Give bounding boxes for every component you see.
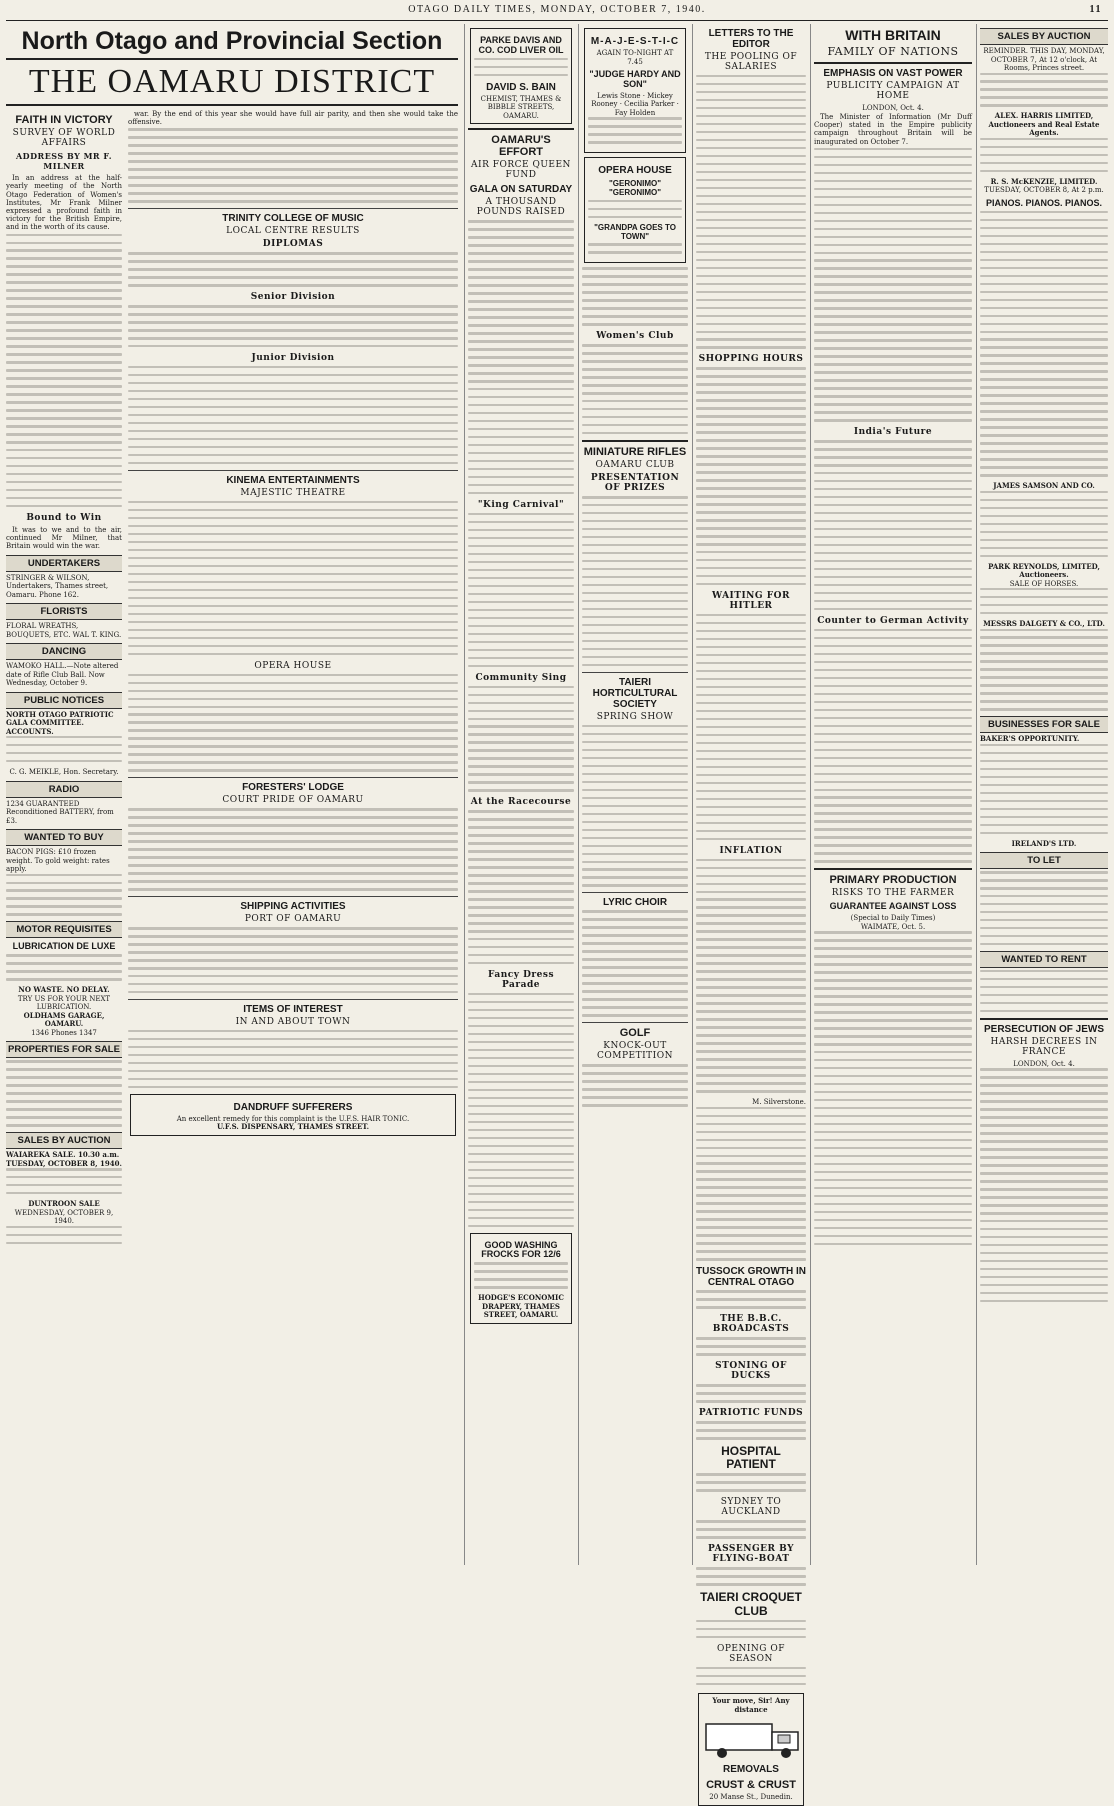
publicity-subhead: PUBLICITY CAMPAIGN AT HOME xyxy=(826,81,960,102)
reminder-notice: REMINDER. THIS DAY, MONDAY, OCTOBER 7, At 12 o'clock, At Rooms, Princes street. xyxy=(983,47,1105,72)
lubrication-try: TRY US FOR YOUR NEXT LUBRICATION. xyxy=(17,994,111,1012)
trinity-headline: TRINITY COLLEGE OF MUSIC xyxy=(222,213,364,225)
emphasis-headline: EMPHASIS ON VAST POWER xyxy=(823,68,963,80)
crust-address: 20 Manse St., Dunedin. xyxy=(709,1793,793,1802)
court-subhead: COURT PRIDE OF OAMARU xyxy=(222,795,364,806)
hardy-stars: Lewis Stone · Mickey Rooney · Cecilia Parker · Fay Holden xyxy=(591,91,679,117)
pooling-subhead: THE POOLING OF SALARIES xyxy=(704,52,798,72)
removals-ad xyxy=(698,1693,804,1806)
horses-title: SALE OF HORSES. xyxy=(1009,579,1079,588)
undertakers-heading: UNDERTAKERS xyxy=(6,555,122,572)
golf-headline: GOLF xyxy=(619,1027,651,1040)
public-heading: PUBLIC NOTICES xyxy=(6,692,122,709)
opera-ad xyxy=(584,157,686,263)
junior-subhead: Junior Division xyxy=(251,353,335,364)
masthead xyxy=(0,4,1114,18)
effort-headline: OAMARU'S EFFORT xyxy=(491,134,551,159)
parke-title: PARKE DAVIS AND CO. COD LIVER OIL xyxy=(478,35,564,55)
duntroon-date: WEDNESDAY, OCTOBER 9, 1940. xyxy=(14,1208,114,1226)
waiting-subhead: WAITING FOR HITLER xyxy=(712,591,790,612)
dandruff-sig: U.F.S. DISPENSARY, THAMES STREET. xyxy=(216,1122,370,1132)
risks-subhead: RISKS TO THE FARMER xyxy=(831,888,955,899)
article-text xyxy=(6,234,122,508)
page-number: 11 xyxy=(1089,4,1102,15)
hodge-ad xyxy=(470,1233,572,1324)
majestic-title: M-A-J-E-S-T-I-C xyxy=(590,36,680,47)
with-britain-headline: WITH BRITAIN xyxy=(845,27,941,43)
waiareka-sale: WAIAREKA SALE. 10.30 a.m. TUESDAY, OCTOBER 8, 1940. xyxy=(6,1150,122,1168)
dandruff-ad xyxy=(130,1094,456,1136)
column-rule xyxy=(464,24,465,1565)
district-title: THE OAMARU DISTRICT xyxy=(28,63,436,101)
article-text xyxy=(814,440,972,610)
move-slogan: Your move, Sir! Any distance xyxy=(712,1696,790,1714)
kinema-headline: KINEMA ENTERTAINMENTS xyxy=(226,474,360,486)
hardy-title: "JUDGE HARDY AND SON" xyxy=(589,69,681,89)
primary-headline: PRIMARY PRODUCTION xyxy=(829,874,957,887)
article-text xyxy=(814,931,972,1245)
irelands-name: IRELAND'S LTD. xyxy=(1011,838,1077,848)
dandruff-title: DANDRUFF SUFFERERS xyxy=(233,1101,353,1113)
croquet-headline: TAIERI CROQUET CLUB xyxy=(700,1590,802,1618)
faith-lead: In an address at the half-yearly meeting of the North Otago Federation of Women's Institutes, Mr Frank Milner expressed a profound faith in victory for the British Empire, and in the worth of its cause. xyxy=(6,174,122,232)
column-8 xyxy=(980,24,1108,1565)
section-title: North Otago and Provincial Section xyxy=(21,27,443,55)
season-subhead: OPENING OF SEASON xyxy=(717,1643,785,1664)
wanted-ad: BACON PIGS: £10 frozen weight. To gold weight: rates apply. xyxy=(6,848,110,874)
garage-phones: 1346 Phones 1347 xyxy=(31,1028,97,1037)
motor-heading: MOTOR REQUISITES xyxy=(6,921,122,938)
column-1 xyxy=(6,110,122,1565)
shopping-subhead: SHOPPING HOURS xyxy=(698,354,804,365)
lyric-headline: LYRIC CHOIR xyxy=(602,897,668,909)
sydney-subhead: SYDNEY TO AUCKLAND xyxy=(720,1497,782,1518)
senior-subhead: Senior Division xyxy=(250,292,336,303)
persecution-headline: PERSECUTION OF JEWS xyxy=(983,1023,1104,1035)
florists-heading: FLORISTS xyxy=(6,603,122,620)
mckenzie-name: R. S. McKENZIE, LIMITED. xyxy=(990,176,1098,186)
majestic-time: AGAIN TO-NIGHT AT 7.45 xyxy=(596,49,674,66)
rifles-headline: MINIATURE RIFLES xyxy=(583,446,687,459)
about-subhead: IN AND ABOUT TOWN xyxy=(235,1017,351,1028)
wanted-heading: WANTED TO BUY xyxy=(6,829,122,846)
column-rule xyxy=(692,24,693,1565)
britain-lead: The Minister of Information (Mr Duff Cooper) stated in the Empire publicity campaign throughout Britain will be inaugurated on October 7. xyxy=(814,112,972,146)
raised-subhead: A THOUSAND POUNDS RAISED xyxy=(476,197,566,218)
truck-icon xyxy=(702,1716,812,1760)
oamaru-subhead: OAMARU CLUB xyxy=(595,460,675,471)
flying-subhead: PASSENGER BY FLYING-BOAT xyxy=(707,1544,794,1565)
letters-headline: LETTERS TO THE EDITOR xyxy=(708,28,794,50)
fancy-subhead: Fancy Dress Parade xyxy=(487,970,555,991)
undertakers-ad: STRINGER & WILSON, Undertakers, Thames street, Oamaru. Phone 162. xyxy=(6,573,109,599)
park-name: PARK REYNOLDS, LIMITED, Auctioneers. xyxy=(988,561,1100,580)
removals-title: REMOVALS xyxy=(723,1764,779,1776)
taieri-headline: TAIERI HORTICULTURAL SOCIETY xyxy=(592,676,678,710)
column-3 xyxy=(468,24,574,1565)
column-2 xyxy=(128,110,458,1565)
letter-signature: M. Silverstone. xyxy=(752,1098,806,1107)
carnival-subhead: "King Carnival" xyxy=(477,499,565,510)
hodge-name: HODGE'S ECONOMIC DRAPERY, THAMES STREET, OAMARU. xyxy=(478,1293,564,1320)
items-headline: ITEMS OF INTEREST xyxy=(243,1004,343,1016)
notice-signature: C. G. MEIKLE, Hon. Secretary. xyxy=(9,768,119,777)
bain-name: DAVID S. BAIN xyxy=(486,81,556,93)
diplomas-subhead: DIPLOMAS xyxy=(262,239,324,250)
hospital-headline: HOSPITAL PATIENT xyxy=(721,1444,781,1472)
grandpa-title: "GRANDPA GOES TO TOWN" xyxy=(594,222,676,241)
persecution-dateline: LONDON, Oct. 4. xyxy=(1013,1059,1075,1068)
majestic-ad xyxy=(584,28,686,153)
bain-address: CHEMIST, THAMES & BIBBLE STREETS, OAMARU. xyxy=(480,94,562,120)
column-6-headlines xyxy=(696,1266,806,1685)
dancing-ad: WAMOKO HALL.—Note altered date of Rifle Club Ball. Now Wednesday, October 9. xyxy=(6,662,119,688)
inflation-subhead: INFLATION xyxy=(719,845,783,856)
column-4 xyxy=(582,24,688,1565)
column-5 xyxy=(696,24,806,1802)
rule xyxy=(814,62,972,64)
faith-byline: ADDRESS BY MR F. MILNER xyxy=(15,151,113,172)
bbc-subhead: THE B.B.C. BROADCASTS xyxy=(712,1314,790,1335)
washing-title: GOOD WASHING FROCKS FOR 12/6 xyxy=(481,1239,561,1260)
column-rule xyxy=(976,24,977,1565)
radio-ad: 1234 GUARANTEED Reconditioned BATTERY, from £3. xyxy=(6,799,114,825)
tussock-headline: TUSSOCK GROWTH IN CENTRAL OTAGO xyxy=(696,1266,806,1289)
bound-subhead: Bound to Win xyxy=(26,512,102,523)
family-subhead: FAMILY OF NATIONS xyxy=(827,45,959,59)
guarantee-headline: GUARANTEE AGAINST LOSS xyxy=(829,901,957,912)
geronimo-title: "GERONIMO" "GERONIMO" xyxy=(608,179,662,198)
property-heading: PROPERTIES FOR SALE xyxy=(6,1041,122,1058)
duntroon-sale: DUNTROON SALE xyxy=(28,1199,100,1209)
parke-ad xyxy=(470,28,572,124)
harsh-subhead: HARSH DECREES IN FRANCE xyxy=(990,1036,1098,1057)
port-subhead: PORT OF OAMARU xyxy=(244,914,342,925)
patriotic-subhead: PATRIOTIC FUNDS xyxy=(698,1408,804,1419)
dalgety-name: MESSRS DALGETY & CO., LTD. xyxy=(983,619,1105,628)
dandruff-text: An excellent remedy for this complaint is the U.F.S. HAIR TONIC. xyxy=(176,1114,410,1123)
opera-subhead: OPERA HOUSE xyxy=(254,660,332,671)
patriotic-notice: NORTH OTAGO PATRIOTIC GALA COMMITTEE. ACCOUNTS. xyxy=(6,709,114,736)
masthead-title: OTAGO DAILY TIMES, MONDAY, OCTOBER 7, 1940. xyxy=(408,4,706,15)
column-rule xyxy=(578,24,579,1565)
dancing-heading: DANCING xyxy=(6,643,122,660)
shipping-headline: SHIPPING ACTIVITIES xyxy=(240,901,346,913)
waimate-dateline: WAIMATE, Oct. 5. xyxy=(860,922,926,931)
garage-name: OLDHAMS GARAGE, OAMARU. xyxy=(23,1010,105,1029)
tolet-heading: TO LET xyxy=(980,852,1108,869)
tuesday-notice: TUESDAY, OCTOBER 8, At 2 p.m. xyxy=(984,186,1104,195)
special-credit: (Special to Daily Times) xyxy=(850,914,936,923)
german-subhead: Counter to German Activity xyxy=(817,615,969,626)
racecourse-subhead: At the Racecourse xyxy=(470,797,572,808)
samson-name: JAMES SAMSON AND CO. xyxy=(993,481,1095,491)
stoning-subhead: STONING OF DUCKS xyxy=(715,1361,787,1382)
womens-subhead: Women's Club xyxy=(596,331,674,342)
community-subhead: Community Sing xyxy=(475,672,567,683)
crust-name: CRUST & CRUST xyxy=(706,1779,796,1792)
opera-title: OPERA HOUSE xyxy=(598,165,672,177)
majestic-subhead: MAJESTIC THEATRE xyxy=(240,487,346,498)
prizes-subhead: PRESENTATION OF PRIZES xyxy=(590,473,680,494)
faith-sub: SURVEY OF WORLD AFFAIRS xyxy=(12,128,116,149)
bound-text: It was to we and to the air, continued Mr Milner, that Britain would win the war. xyxy=(6,525,122,551)
gala-headline: GALA ON SATURDAY xyxy=(469,184,573,196)
harris-name: ALEX. HARRIS LIMITED, Auctioneers and Real Estate Agents. xyxy=(988,111,1100,138)
rent-heading: WANTED TO RENT xyxy=(980,951,1108,968)
war-text: war. By the end of this year she would have full air parity, and then she would take the offensive. xyxy=(128,110,458,127)
faith-headline: FAITH IN VICTORY xyxy=(15,114,113,126)
spring-subhead: SPRING SHOW xyxy=(596,711,674,722)
auction-heading: SALES BY AUCTION xyxy=(6,1132,122,1149)
column-rule xyxy=(810,24,811,1565)
florists-ad: FLORAL WREATHS, BOUQUETS, ETC. WAL T. KING. xyxy=(6,622,122,639)
baker-title: BAKER'S OPPORTUNITY. xyxy=(980,734,1080,744)
dateline: LONDON, Oct. 4. xyxy=(862,104,924,113)
section-banner xyxy=(6,26,458,110)
rule xyxy=(814,868,972,870)
column-7 xyxy=(814,24,972,1565)
knock-subhead: KNOCK-OUT COMPETITION xyxy=(597,1041,673,1062)
india-subhead: India's Future xyxy=(853,427,933,438)
lubrication-title: LUBRICATION DE LUXE xyxy=(12,941,116,952)
pianos-title: PIANOS. PIANOS. PIANOS. xyxy=(985,197,1103,208)
foresters-headline: FORESTERS' LODGE xyxy=(242,782,344,794)
radio-heading: RADIO xyxy=(6,781,122,798)
top-rule xyxy=(6,20,1108,21)
local-subhead: LOCAL CENTRE RESULTS xyxy=(226,226,360,237)
business-heading: BUSINESSES FOR SALE xyxy=(980,716,1108,733)
article-text xyxy=(814,148,972,422)
lubrication-slogan: NO WASTE. NO DELAY. xyxy=(18,985,110,995)
fund-subhead: AIR FORCE QUEEN FUND xyxy=(471,160,571,181)
auction-heading-right: SALES BY AUCTION xyxy=(980,28,1108,45)
article-text xyxy=(814,629,972,863)
